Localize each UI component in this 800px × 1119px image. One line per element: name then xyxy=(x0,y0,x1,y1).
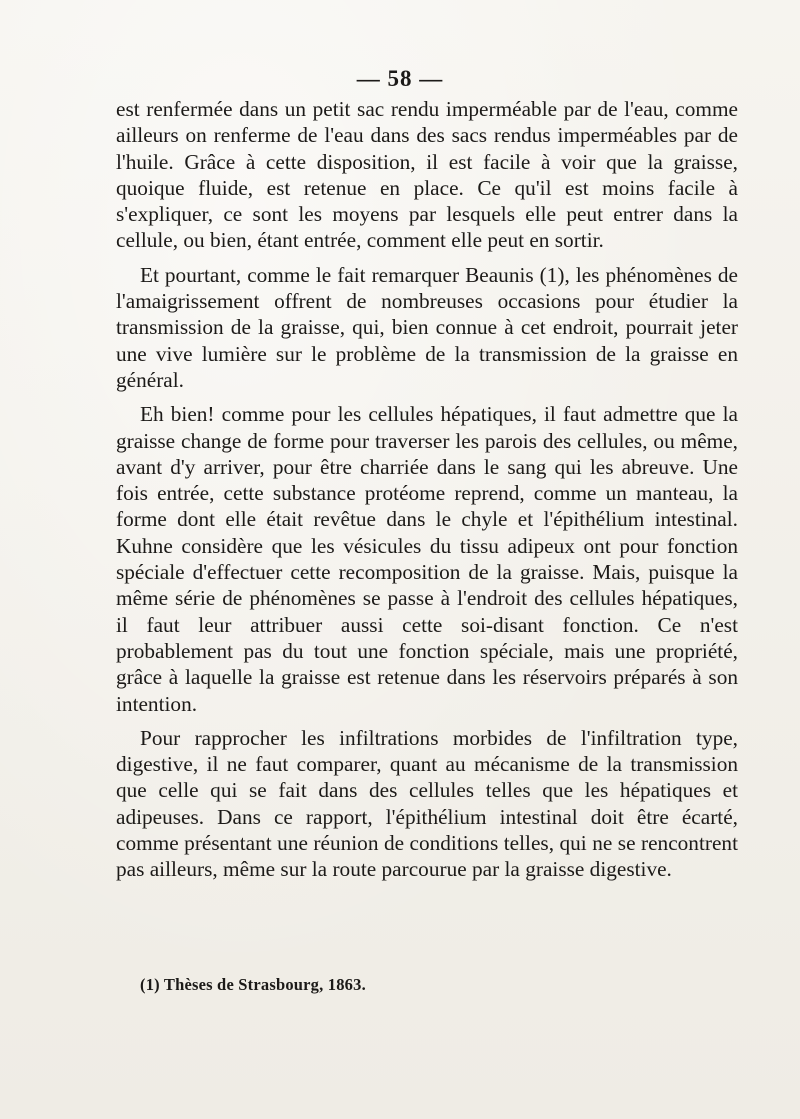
paragraph-2: Et pourtant, comme le fait remarquer Beaunis (1), les phénomènes de l'amaigrissement offrent de nombreuses occasions pour étudier la transmission de la graisse, qui, bien connue à cet endroit, pourrait jeter une vive lumière sur le problème de la transmission de la graisse en général. xyxy=(116,262,738,392)
page-number: — 58 — xyxy=(356,66,444,91)
paragraph-1: est renfermée dans un petit sac rendu imperméable par de l'eau, comme ailleurs on renferme de l'eau dans des sacs rendus imperméables par de l'huile. Grâce à cette disposition, il est facile à voir que la graisse, quoique fluide, est retenue en place. Ce qu'il est moins facile à s'expliquer, ce sont les moyens par lesquels elle peut entrer dans la cellule, ou bien, étant entrée, comment elle peut en sortir. xyxy=(116,97,738,253)
paragraph-4: Pour rapprocher les infiltrations morbides de l'infiltration type, digestive, il ne faut comparer, quant au mécanisme de la transmission que celle qui se fait dans des cellules telles que les hépatiques et adipeuses. Dans ce rapport, l'épithélium intestinal doit être écarté, comme présentant une réunion de conditions telles, qui ne se rencontrent pas ailleurs, même sur la route parcourue par la graisse digestive. xyxy=(116,725,738,882)
body-text xyxy=(116,96,738,883)
paragraph-3: Eh bien! comme pour les cellules hépatiques, il faut admettre que la graisse change de forme pour traverser les parois des cellules, ou même, avant d'y arriver, pour être charriée dans le sang qui les abreuve. Une fois entrée, cette substance protéome reprend, comme un manteau, la forme dont elle était revêtue dans le chyle et l'épithélium intestinal. Kuhne considère que les vésicules du tissu adipeux ont pour fonction spéciale d'effectuer cette recomposition de la graisse. Mais, puisque la même série de phénomènes se passe à l'endroit des cellules hépatiques, il faut leur attribuer aussi cette soi-disant fonction. Ce n'est probablement pas du tout une fonction spéciale, mais une propriété, grâce à laquelle la graisse est retenue dans les réservoirs préparés à son intention. xyxy=(116,402,738,716)
footnote: (1) Thèses de Strasbourg, 1863. xyxy=(140,975,366,994)
